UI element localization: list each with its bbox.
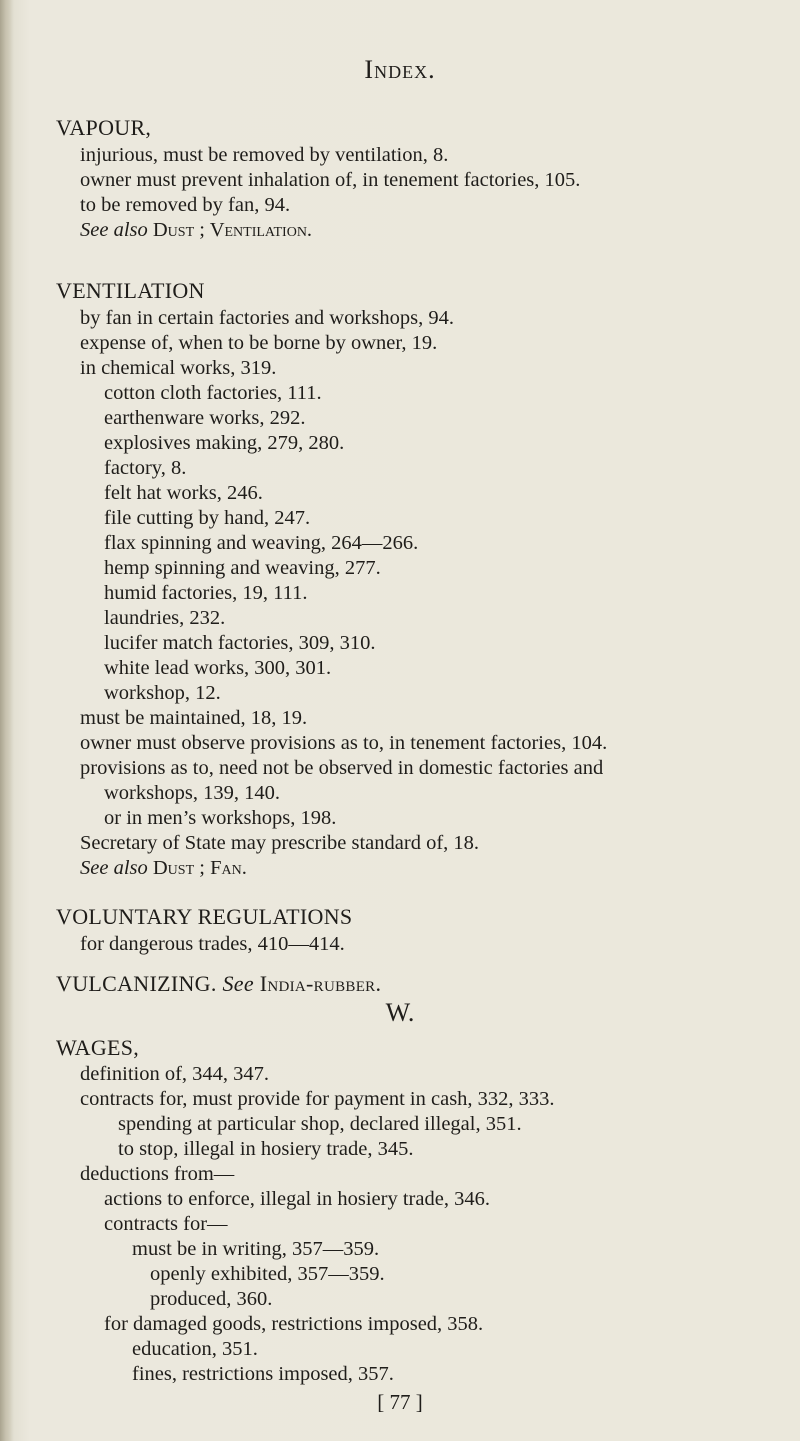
subentry: explosives making, 279, 280. [104, 432, 345, 454]
see-also-line [80, 218, 312, 242]
entry-heading-voluntary-regulations: VOLUNTARY REGULATIONS [56, 904, 353, 929]
subentry: hemp spinning and weaving, 277. [104, 557, 381, 579]
subentry: deductions from— [80, 1163, 235, 1185]
see-also-label: See also [80, 857, 148, 879]
entry-heading-wages: WAGES, [56, 1035, 140, 1060]
subentry: flax spinning and weaving, 264—266. [104, 532, 419, 554]
subentry: felt hat works, 246. [104, 482, 263, 504]
subentry: workshops, 139, 140. [104, 782, 280, 804]
see-also-refs: Dust ; Ventilation. [152, 219, 313, 241]
subentry: workshop, 12. [104, 682, 221, 704]
subentry: produced, 360. [150, 1288, 273, 1310]
see-also-refs: Dust ; Fan. [152, 857, 247, 879]
section-letter: W. [385, 998, 415, 1027]
subentry: lucifer match factories, 309, 310. [104, 632, 376, 654]
subentry: definition of, 344, 347. [80, 1063, 270, 1085]
subentry: to stop, illegal in hosiery trade, 345. [118, 1138, 414, 1160]
subentry: white lead works, 300, 301. [104, 657, 332, 679]
subentry: to be removed by fan, 94. [80, 194, 291, 216]
subentry: in chemical works, 319. [80, 357, 277, 379]
entry-heading-ventilation: VENTILATION [56, 278, 205, 303]
subentry: owner must prevent inhalation of, in tenement factories, 105. [80, 169, 581, 191]
subentry: or in men’s workshops, 198. [104, 807, 337, 829]
subentry: by fan in certain factories and workshops, 94. [80, 307, 455, 329]
subentry: for dangerous trades, 410—414. [80, 933, 345, 955]
subentry: factory, 8. [104, 457, 187, 479]
subentry: openly exhibited, 357—359. [150, 1263, 385, 1285]
entry-heading-vulcanizing [56, 972, 381, 996]
vulcanizing-heading: VULCANIZING. [56, 971, 217, 996]
subentry: must be maintained, 18, 19. [80, 707, 308, 729]
subentry: cotton cloth factories, 111. [104, 382, 322, 404]
page-number [0, 1390, 800, 1415]
see-ref: India-rubber. [259, 971, 382, 996]
subentry: spending at particular shop, declared illegal, 351. [118, 1113, 522, 1135]
running-head: Index. [364, 55, 436, 84]
see-label: See [222, 971, 254, 996]
subentry: fines, restrictions imposed, 357. [132, 1363, 394, 1385]
subentry: owner must observe provisions as to, in tenement factories, 104. [80, 732, 608, 754]
subentry: must be in writing, 357—359. [132, 1238, 380, 1260]
page-number-text: [ 77 ] [377, 1390, 423, 1414]
subentry: expense of, when to be borne by owner, 19. [80, 332, 438, 354]
subentry: injurious, must be removed by ventilation, 8. [80, 144, 449, 166]
subentry: contracts for— [104, 1213, 228, 1235]
entry-heading-vapour: VAPOUR, [56, 115, 152, 140]
subentry: actions to enforce, illegal in hosiery trade, 346. [104, 1188, 490, 1210]
binding-shadow [0, 0, 14, 1441]
subentry: Secretary of State may prescribe standard of, 18. [80, 832, 480, 854]
subentry: provisions as to, need not be observed in domestic factories and [80, 757, 604, 779]
subentry: education, 351. [132, 1338, 258, 1360]
see-also-label: See also [80, 219, 148, 241]
subentry: for damaged goods, restrictions imposed, 358. [104, 1313, 484, 1335]
see-also-line [80, 856, 247, 880]
subentry: earthenware works, 292. [104, 407, 306, 429]
subentry: laundries, 232. [104, 607, 226, 629]
subentry: file cutting by hand, 247. [104, 507, 311, 529]
subentry: contracts for, must provide for payment in cash, 332, 333. [80, 1088, 555, 1110]
subentry: humid factories, 19, 111. [104, 582, 308, 604]
